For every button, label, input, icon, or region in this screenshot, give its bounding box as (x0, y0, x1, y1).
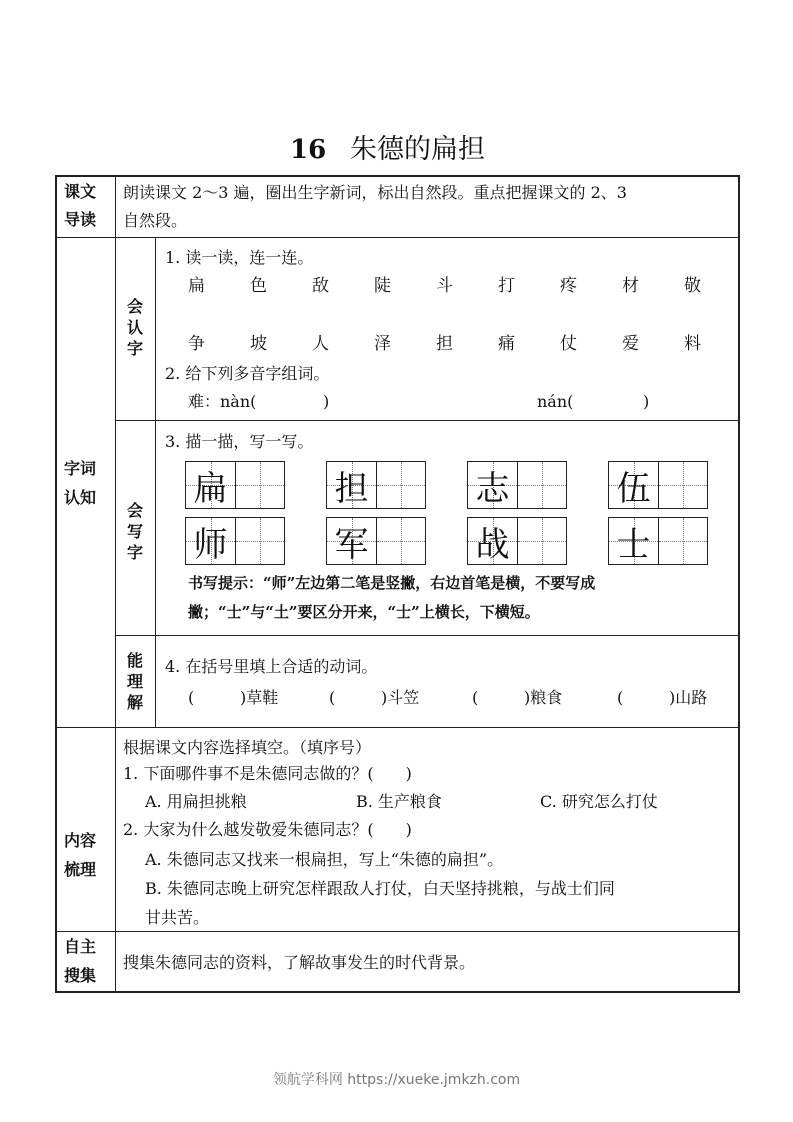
tracing-character: 志 (475, 468, 510, 509)
section-label: 认知 (64, 488, 97, 507)
option-a: A. 用扁担挑粮 (145, 792, 247, 811)
verb-blank-open: ( (188, 688, 195, 707)
tracing-cell (468, 518, 517, 564)
option-b-cont: 甘共苦。 (145, 908, 210, 927)
reading-character: 斗 (436, 276, 453, 296)
writing-grid (608, 517, 708, 565)
question-2: 2. 给下列多音字组词。 (165, 364, 330, 383)
reading-character: 疼 (560, 276, 577, 296)
writing-grid (326, 517, 426, 565)
writing-grid (608, 461, 708, 509)
option-b: B. 朱德同志晚上研究怎样跟敌人打仗，白天坚持挑粮，与战士们同 (145, 879, 615, 898)
divider (115, 635, 740, 636)
reading-character: 敬 (684, 276, 701, 296)
reading-character: 痛 (498, 334, 515, 354)
footer-watermark: 领航学科网 https://xueke.jmkzh.com (272, 1072, 521, 1088)
writing-hint: 撇；“士”与“土”要区分开来，“士”上横长，下横短。 (188, 603, 540, 621)
verb-blank-object: )山路 (669, 688, 708, 707)
page-title: 朱德的扁担 (350, 134, 485, 165)
verb-blank-open: ( (472, 688, 479, 707)
reading-character: 爱 (622, 334, 639, 354)
verb-blank-object: )粮食 (524, 688, 563, 707)
reading-character: 料 (684, 334, 701, 354)
reading-character: 陡 (374, 276, 391, 296)
question-1: 1. 读一读，连一连。 (165, 248, 314, 267)
tracing-cell (468, 462, 517, 508)
writing-cell[interactable] (376, 462, 425, 508)
divider (115, 420, 740, 421)
tracing-cell (609, 462, 658, 508)
divider (155, 237, 156, 727)
reading-character: 坡 (250, 334, 267, 354)
tracing-character: 军 (334, 524, 369, 565)
section-label: 导读 (64, 210, 97, 229)
lesson-number: 16 (290, 135, 327, 165)
verb-blank-object: )草鞋 (240, 688, 279, 707)
writing-cell[interactable] (658, 462, 707, 508)
divider (115, 175, 116, 993)
divider (55, 727, 740, 728)
section-label: 内容 (64, 831, 97, 850)
verb-blank-object: )斗笠 (381, 688, 420, 707)
section-label: 搜集 (64, 966, 97, 985)
reading-character: 材 (622, 276, 639, 296)
writing-cell[interactable] (376, 518, 425, 564)
polyphone-a-close: ) (323, 392, 330, 411)
polyphone-a: 难：nàn( (188, 392, 257, 411)
reading-character: 人 (312, 334, 329, 354)
reading-character: 敌 (312, 276, 329, 296)
section-label: 梳理 (64, 860, 97, 879)
content-question-2: 2. 大家为什么越发敬爱朱德同志？( ) (123, 820, 412, 839)
tracing-character: 伍 (616, 468, 651, 509)
reading-character: 打 (498, 276, 515, 296)
tracing-cell (186, 518, 235, 564)
writing-cell[interactable] (517, 518, 566, 564)
reading-character: 泽 (374, 334, 391, 354)
subsection-label: 会写字 (126, 501, 143, 562)
writing-cell[interactable] (658, 518, 707, 564)
intro-text: 朗读课文 2～3 遍，圈出生字新词，标出自然段。重点把握课文的 2、3 (123, 183, 627, 202)
subsection-label: 能理解 (126, 651, 143, 712)
option-b: B. 生产粮食 (356, 792, 442, 811)
section-label: 字词 (64, 459, 97, 478)
intro-text: 自然段。 (123, 211, 188, 230)
option-a: A. 朱德同志又找来一根扁担，写上“朱德的扁担”。 (145, 850, 504, 869)
section-label: 自主 (64, 937, 97, 956)
content-question-1: 1. 下面哪件事不是朱德同志做的？( ) (123, 764, 412, 783)
tracing-character: 师 (193, 524, 228, 565)
reading-character: 担 (436, 334, 453, 354)
verb-blank-open: ( (329, 688, 336, 707)
writing-hint: 书写提示：“师”左边第二笔是竖撇，右边首笔是横，不要写成 (188, 574, 596, 592)
tracing-cell (609, 518, 658, 564)
question-4: 4. 在括号里填上合适的动词。 (165, 657, 378, 676)
writing-grid (467, 517, 567, 565)
writing-grid (185, 517, 285, 565)
option-c: C. 研究怎么打仗 (540, 792, 658, 811)
reading-character: 色 (250, 276, 267, 296)
writing-grid (467, 461, 567, 509)
reading-character: 争 (188, 334, 205, 354)
writing-cell[interactable] (235, 518, 284, 564)
verb-blank-open: ( (617, 688, 624, 707)
writing-grid (185, 461, 285, 509)
tracing-cell (186, 462, 235, 508)
section-label: 课文 (64, 182, 97, 201)
tracing-character: 战 (475, 524, 510, 565)
reading-character: 扁 (188, 276, 205, 296)
reading-character: 仗 (560, 334, 577, 354)
subsection-label: 会认字 (126, 297, 143, 358)
polyphone-b-close: ) (643, 392, 650, 411)
content-instruction: 根据课文内容选择填空。（填序号） (123, 738, 372, 757)
tracing-character: 担 (334, 468, 369, 509)
polyphone-b: nán( (537, 392, 574, 411)
tracing-character: 扁 (193, 468, 228, 509)
research-task: 搜集朱德同志的资料，了解故事发生的时代背景。 (123, 953, 476, 972)
writing-cell[interactable] (235, 462, 284, 508)
question-3: 3. 描一描，写一写。 (165, 432, 314, 451)
tracing-cell (327, 518, 376, 564)
divider (55, 931, 740, 932)
writing-cell[interactable] (517, 462, 566, 508)
writing-grid (326, 461, 426, 509)
divider (55, 237, 740, 238)
tracing-cell (327, 462, 376, 508)
tracing-character: 士 (616, 524, 651, 565)
